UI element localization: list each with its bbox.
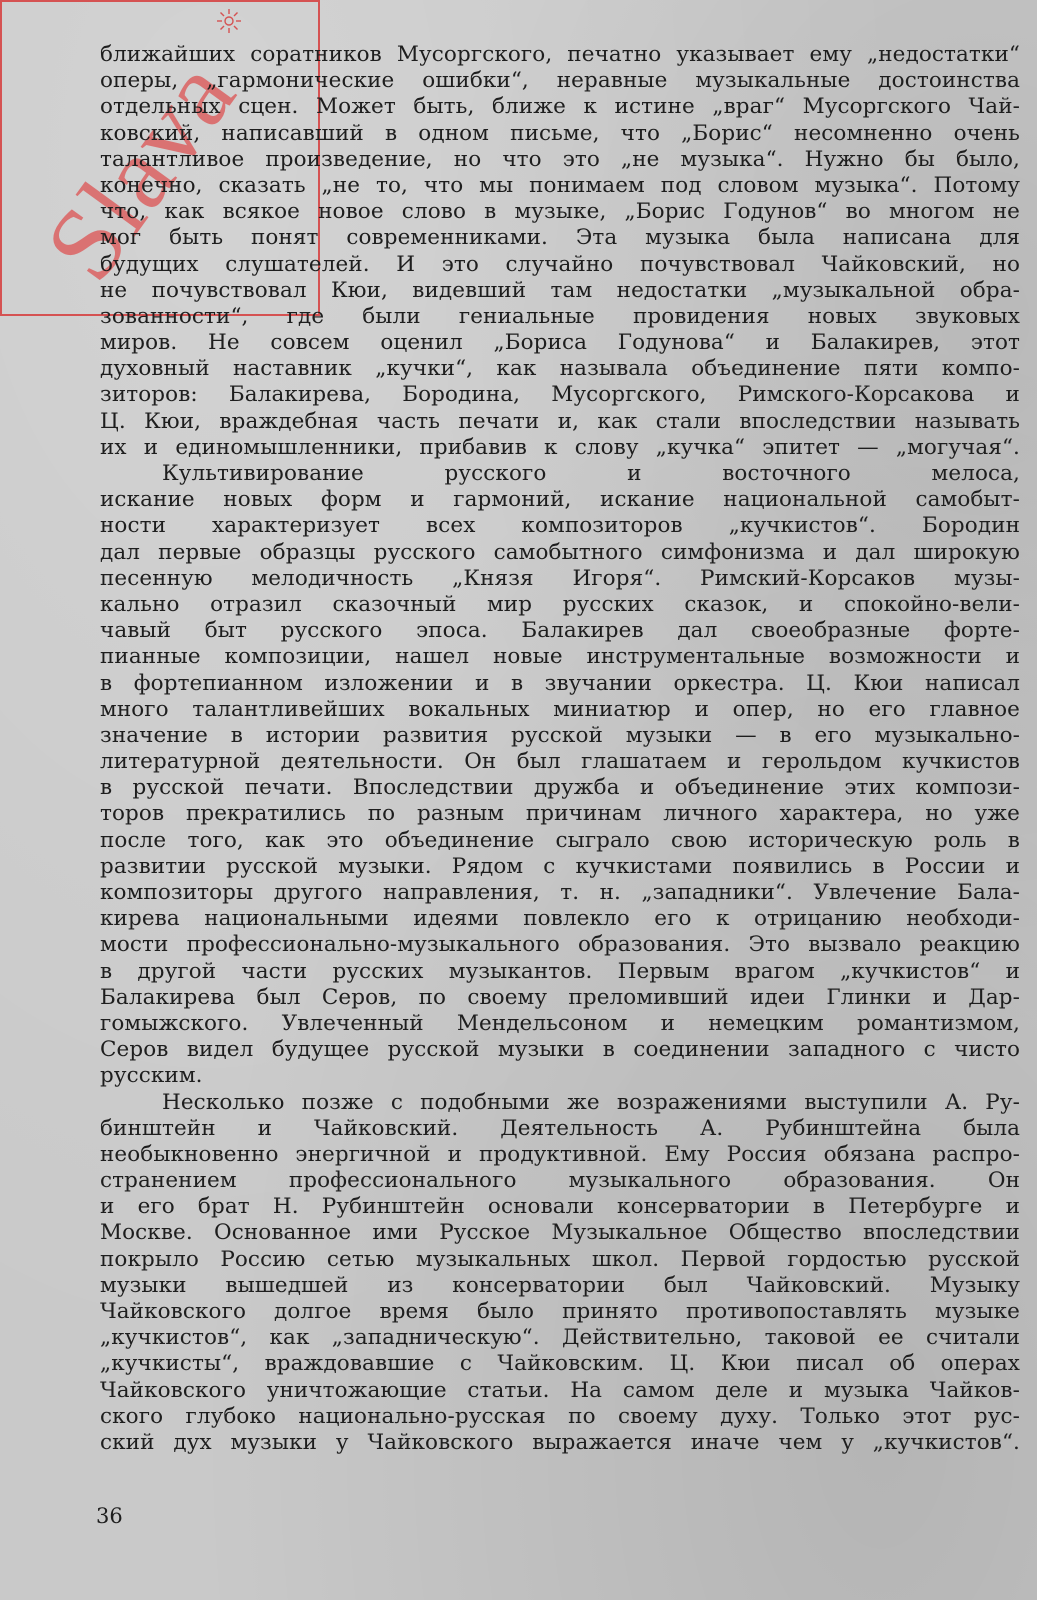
text-line: Москве. Основанное ими Русское Музыкальное Общество впоследствии [100, 1220, 1020, 1246]
text-line: Чайковского долгое время было принято противопоставлять музыке [100, 1299, 1020, 1324]
page-number: 36 [96, 1504, 123, 1528]
text-line: миров. Не совсем оценил „Бориса Годунова“ и Балакирев, этот [100, 330, 1020, 356]
text-line: ский дух музыки у Чайковского выражается иначе чем у „кучкистов“. [100, 1429, 1020, 1455]
text-line: Несколько позже с подобными же возражениями выступили А. Ру- [162, 1089, 1020, 1115]
text-line: ского глубоко национально-русская по своему духу. Только этот рус- [100, 1403, 1020, 1429]
text-line: „кучкисты“, враждовавшие с Чайковским. Ц. Кюи писал об операх [100, 1351, 1020, 1377]
text-line: Ц. Кюи, враждебная часть печати и, как стали впоследствии называть [100, 408, 1020, 434]
text-line: чавый быт русского эпоса. Балакирев дал своеобразные форте- [100, 618, 1020, 644]
text-line: Балакирева был Серов, по своему преломивший идеи Глинки и Дар- [100, 984, 1020, 1010]
text-line: духовный наставник „кучки“, как называла объединение пяти компо- [100, 356, 1020, 382]
body-text [100, 42, 1020, 1456]
text-line: бинштейн и Чайковский. Деятельность А. Рубинштейна была [100, 1115, 1020, 1141]
text-line: зованности“, где были гениальные провидения новых звуковых [100, 303, 1020, 329]
text-line: кально отразил сказочный мир русских сказок, и спокойно-вели- [100, 591, 1020, 617]
text-line: в другой части русских музыкантов. Первым врагом „кучкистов“ и [100, 958, 1020, 984]
text-line: музыки вышедшей из консерватории был Чайковский. Музыку [100, 1272, 1020, 1298]
text-line: и его брат Н. Рубинштейн основали консерватории в Петербурге и [100, 1194, 1020, 1220]
text-line: мости профессионально-музыкального образования. Это вызвало реакцию [100, 932, 1020, 958]
text-line: значение в истории развития русской музыки — в его музыкально- [100, 722, 1020, 748]
text-line: торов прекратились по разным причинам личного характера, но уже [100, 801, 1020, 827]
text-line: не почувствовал Кюи, видевший там недостатки „музыкальной обра- [100, 277, 1020, 303]
text-line: что, как всякое новое слово в музыке, „Борис Годунов“ во многом не [100, 199, 1020, 225]
text-line: Чайковского уничтожающие статьи. На самом деле и музыка Чайков- [100, 1377, 1020, 1403]
text-line: оперы, „гармонические ошибки“, неравные музыкальные достоинства [100, 68, 1020, 94]
sun-icon [216, 8, 242, 34]
text-line: зиторов: Балакирева, Бородина, Мусоргского, Римского-Корсакова и [100, 382, 1020, 408]
text-line: искание новых форм и гармоний, искание национальной самобыт- [100, 487, 1020, 513]
text-line: ближайших соратников Мусоргского, печатно указывает ему „недостатки“ [100, 42, 1020, 67]
text-line: ковский, написавший в одном письме, что „Борис“ несомненно очень [100, 120, 1020, 146]
text-line: покрыло Россию сетью музыкальных школ. Первой гордостью русской [100, 1246, 1020, 1272]
text-line: мог быть понят современниками. Эта музыка была написана для [100, 225, 1020, 251]
text-line: после того, как это объединение сыграло свою историческую роль в [100, 827, 1020, 853]
text-line: кирева национальными идеями повлекло его к отрицанию необходи- [100, 906, 1020, 932]
text-line: в фортепианном изложении и в звучании оркестра. Ц. Кюи написал [100, 670, 1020, 696]
watermark-text: Slava [23, 38, 258, 301]
text-line: дал первые образцы русского самобытного симфонизма и дал широкую [100, 539, 1020, 565]
text-line: русским. [100, 1063, 203, 1089]
text-line: талантливое произведение, но что это „не музыка“. Нужно бы было, [100, 146, 1020, 172]
text-line: „кучкистов“, как „западническую“. Действительно, таковой ее считали [100, 1325, 1020, 1351]
text-line: развитии русской музыки. Рядом с кучкистами появились в России и [100, 853, 1020, 879]
text-line: гомыжского. Увлеченный Мендельсоном и немецким романтизмом, [100, 1010, 1020, 1036]
text-line: их и единомышленники, прибавив к слову „кучка“ эпитет — „могучая“. [100, 434, 1020, 460]
text-line: литературной деятельности. Он был глашатаем и герольдом кучкистов [100, 749, 1020, 775]
text-line: необыкновенно энергичной и продуктивной. Ему Россия обязана распро- [100, 1141, 1020, 1167]
text-line: много талантливейших вокальных миниатюр и опер, но его главное [100, 696, 1020, 722]
text-line: отдельных сцен. Может быть, ближе к истине „враг“ Мусоргского Чай- [100, 94, 1020, 120]
text-line: композиторы другого направления, т. н. „западники“. Увлечение Бала- [100, 880, 1020, 905]
text-line: пианные композиции, нашел новые инструментальные возможности и [100, 644, 1020, 670]
text-line: Культивирование русского и восточного мелоса, [162, 461, 1020, 486]
text-line: в русской печати. Впоследствии дружба и объединение этих компози- [100, 775, 1020, 801]
text-line: песенную мелодичность „Князя Игоря“. Римский-Корсаков музы- [100, 565, 1020, 591]
text-line: конечно, сказать „не то, что мы понимаем под словом музыка“. Потому [100, 172, 1020, 198]
text-line: странением профессионального музыкального образования. Он [100, 1168, 1020, 1194]
text-line: ности характеризует всех композиторов „кучкистов“. Бородин [100, 513, 1020, 539]
text-line: Серов видел будущее русской музыки в соединении западного с чисто [100, 1037, 1020, 1063]
text-line: будущих слушателей. И это случайно почувствовал Чайковский, но [100, 251, 1020, 277]
